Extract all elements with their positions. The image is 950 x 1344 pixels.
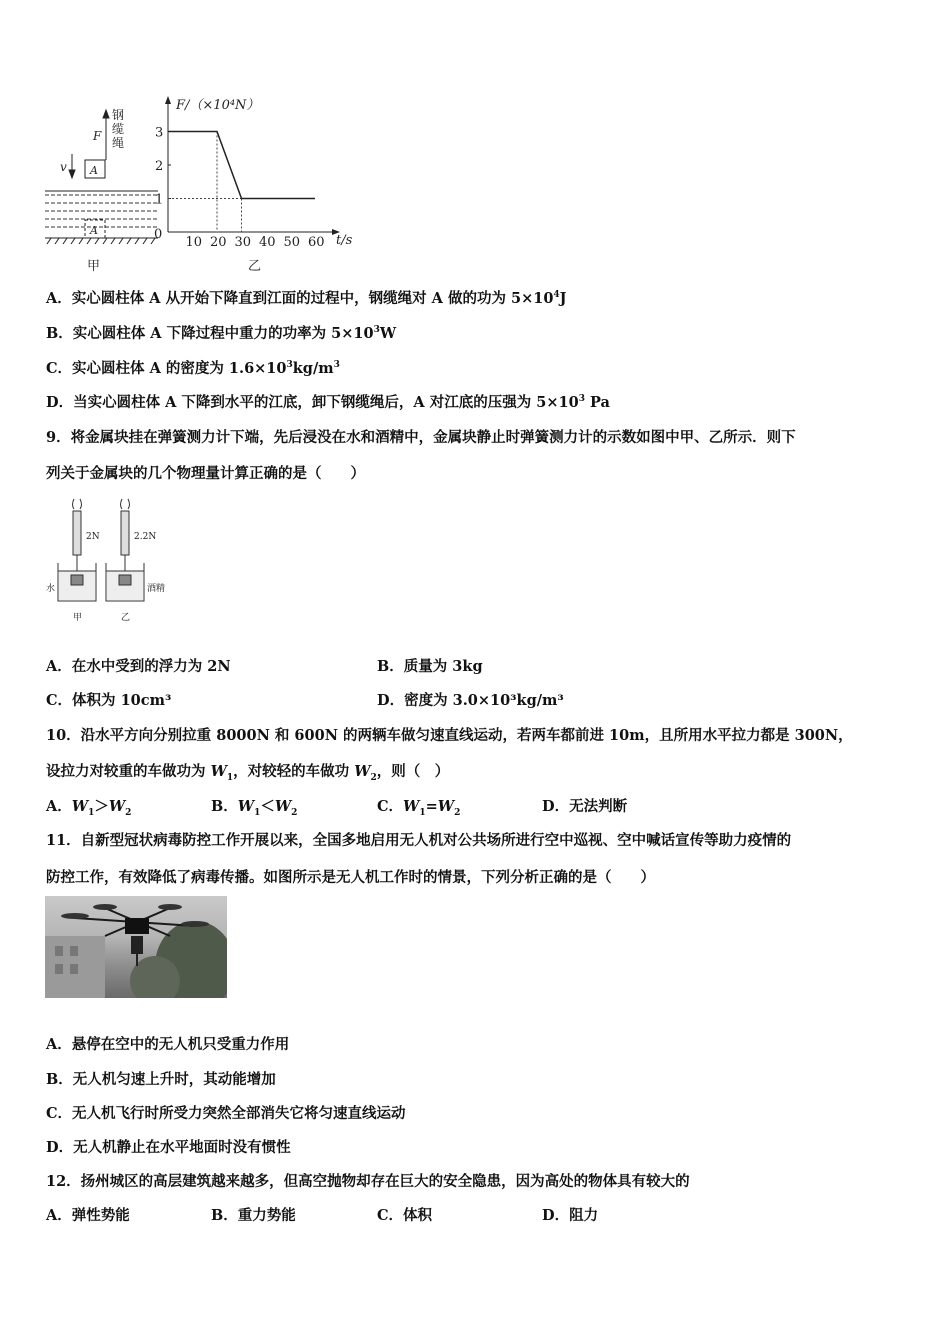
water-lines [45,195,158,227]
q10-b-prefix: B． [211,798,238,815]
label-alcohol: 酒精 [147,584,166,594]
q11-stem-line2: 防控工作，有效降低了病毒传播。如图所示是无人机工作时的情景，下列分析正确的是（ ） [46,869,655,886]
q8-option-b-text: B．实心圆柱体 A 下降过程中重力的功率为 5×10 [46,325,374,342]
q8-option-d[interactable] [46,391,610,412]
q10-text-c: ，则（ ） [376,763,450,780]
q10-b-sub1: 1 [254,807,261,818]
drone-icon [45,896,227,998]
q9-option-b[interactable]: B．质量为 3kg [377,658,483,675]
q11-option-c[interactable]: C．无人机飞行时所受力突然全部消失它将匀速直线运动 [46,1105,406,1122]
q10-b-rel: ＜ [260,798,275,815]
q10-a-rel: ＞ [94,798,109,815]
q10-a-w1: W [71,798,89,815]
label-a-bottom: A [90,224,98,237]
q12-option-a[interactable]: A．弹性势能 [46,1207,130,1224]
q8-option-a[interactable] [46,287,567,308]
figure-spring-scales [44,495,179,630]
q12-option-c[interactable]: C．体积 [377,1207,433,1224]
hook-icon-left [73,499,82,509]
q8-option-a-exp: 4 [553,290,560,301]
q10-a-sub1: 1 [88,807,95,818]
metal-block-left [71,575,83,585]
q10-a-w2: W [108,798,126,815]
q8-option-c-unit: kg/m [292,360,334,377]
q9-option-d[interactable]: D．密度为 3.0×10³kg/m³ [377,692,564,709]
x-tick-label: 20 [210,235,227,250]
q12-option-d[interactable]: D．阻力 [542,1207,599,1224]
x-tick-label: 50 [283,235,301,250]
q10-text-b: ，对较轻的车做功 [233,763,355,780]
q10-b-w2: W [274,798,292,815]
q9-option-c[interactable]: C．体积为 10cm³ [46,692,172,709]
cylinder-apparatus [45,110,158,244]
q10-c-prefix: C． [377,798,404,815]
caption-jia: 甲 [87,259,101,274]
label-water: 水 [46,584,56,594]
label-cable-1: 钢 [112,108,125,122]
series-line-f [168,132,315,199]
hook-icon-right [121,499,130,509]
q10-w2-sub: 2 [370,772,377,783]
x-tick-label: 10 [185,235,203,250]
q10-c-sub1: 1 [419,807,426,818]
q10-stem-line1: 10．沿水平方向分别拉重 8000N 和 600N 的两辆车做匀速直线运动，若两车都前进 10m，且所用水平拉力都是 300N， [46,727,853,744]
velocity-arrow-icon [69,170,75,178]
q12-option-b[interactable]: B．重力势能 [211,1207,296,1224]
figure-cylinder-force-graph [40,92,370,277]
drone-photo [45,896,227,998]
y-tick-label: 3 [155,125,164,141]
label-cable-2: 缆 [112,122,125,136]
q10-stem-line2 [46,760,449,781]
q8-option-a-text: A．实心圆柱体 A 从开始下降直到江面的过程中，钢缆绳对 A 做的功为 5×10 [46,290,554,307]
q12-stem-line1: 12．扬州城区的高层建筑越来越多，但高空抛物却存在巨大的安全隐患，因为高处的物体具有较大的 [46,1173,690,1190]
y-axis-label: F/（×10⁴N） [176,98,260,113]
q11-option-b[interactable]: B．无人机匀速上升时，其动能增加 [46,1071,276,1088]
q10-a-sub2: 2 [125,807,132,818]
q8-option-c[interactable] [46,357,340,378]
q10-c-w2: W [437,798,455,815]
q10-c-w1: W [403,798,420,815]
q9-stem-line2: 列关于金属块的几个物理量计算正确的是（ ） [46,465,365,482]
label-2n: 2N [86,532,100,542]
spring-scale-left [73,511,81,555]
label-a-top: A [90,164,98,177]
origin-label: 0 [154,227,163,242]
q9-option-a[interactable]: A．在水中受到的浮力为 2N [46,658,231,675]
label-v: v [60,160,67,174]
y-tick-label: 2 [155,159,164,174]
q10-text-a: 设拉力对较重的车做功为 [46,763,211,780]
q8-option-c-exp: 3 [286,360,293,371]
label-2-2n: 2.2N [134,532,157,542]
q9-stem-line1: 9．将金属块挂在弹簧测力计下端，先后浸没在水和酒精中，金属块静止时弹簧测力计的示数如图中甲、乙所示．则下 [46,429,796,446]
force-time-chart [154,96,353,250]
x-axis-label: t/s [336,233,353,248]
label-f: F [93,129,102,143]
q10-c-rel: = [425,798,438,815]
q8-option-b[interactable] [46,322,396,343]
q10-option-b[interactable] [211,795,297,816]
q10-option-d[interactable]: D．无法判断 [542,798,628,815]
caption-jia-q9: 甲 [73,613,83,623]
q10-w2: W [354,763,371,780]
spring-scale-right [121,511,129,555]
label-cable-3: 绳 [112,136,125,150]
x-tick-label: 60 [308,235,325,250]
q8-option-b-unit: W [379,325,397,342]
q8-option-c-exp2: 3 [333,360,340,371]
q10-c-sub2: 2 [454,807,461,818]
q10-w1-sub: 1 [226,772,234,783]
q10-b-w1: W [237,798,255,815]
caption-yi-q9: 乙 [121,613,131,623]
q11-stem-line1: 11．自新型冠状病毒防控工作开展以来，全国多地启用无人机对公共场所进行空中巡视、空中喊话宣传等助力疫情的 [46,832,792,849]
q8-option-d-exp: 3 [578,394,585,405]
q10-option-c[interactable] [377,795,460,816]
q11-option-a[interactable]: A．悬停在空中的无人机只受重力作用 [46,1036,290,1053]
q10-option-a[interactable] [46,795,131,816]
river-bed-hatch [47,238,155,244]
metal-block-right [119,575,131,585]
x-tick-label: 30 [234,235,252,250]
q8-option-d-unit: Pa [584,394,610,411]
q8-option-b-exp: 3 [373,325,380,336]
q10-w1: W [210,763,227,780]
caption-yi: 乙 [248,259,262,274]
y-axis-arrow-icon [165,96,171,104]
q8-option-c-text: C．实心圆柱体 A 的密度为 1.6×10 [46,360,287,377]
x-tick-label: 40 [259,235,276,250]
q10-b-sub2: 2 [291,807,298,818]
q8-option-d-text: D．当实心圆柱体 A 下降到水平的江底，卸下钢缆绳后，A 对江底的压强为 5×10 [46,394,579,411]
q11-option-d[interactable]: D．无人机静止在水平地面时没有惯性 [46,1139,291,1156]
q8-option-a-unit: J [559,290,567,307]
q10-a-prefix: A． [46,798,72,815]
force-arrow-icon [103,110,109,118]
y-tick-label: 1 [155,192,164,208]
